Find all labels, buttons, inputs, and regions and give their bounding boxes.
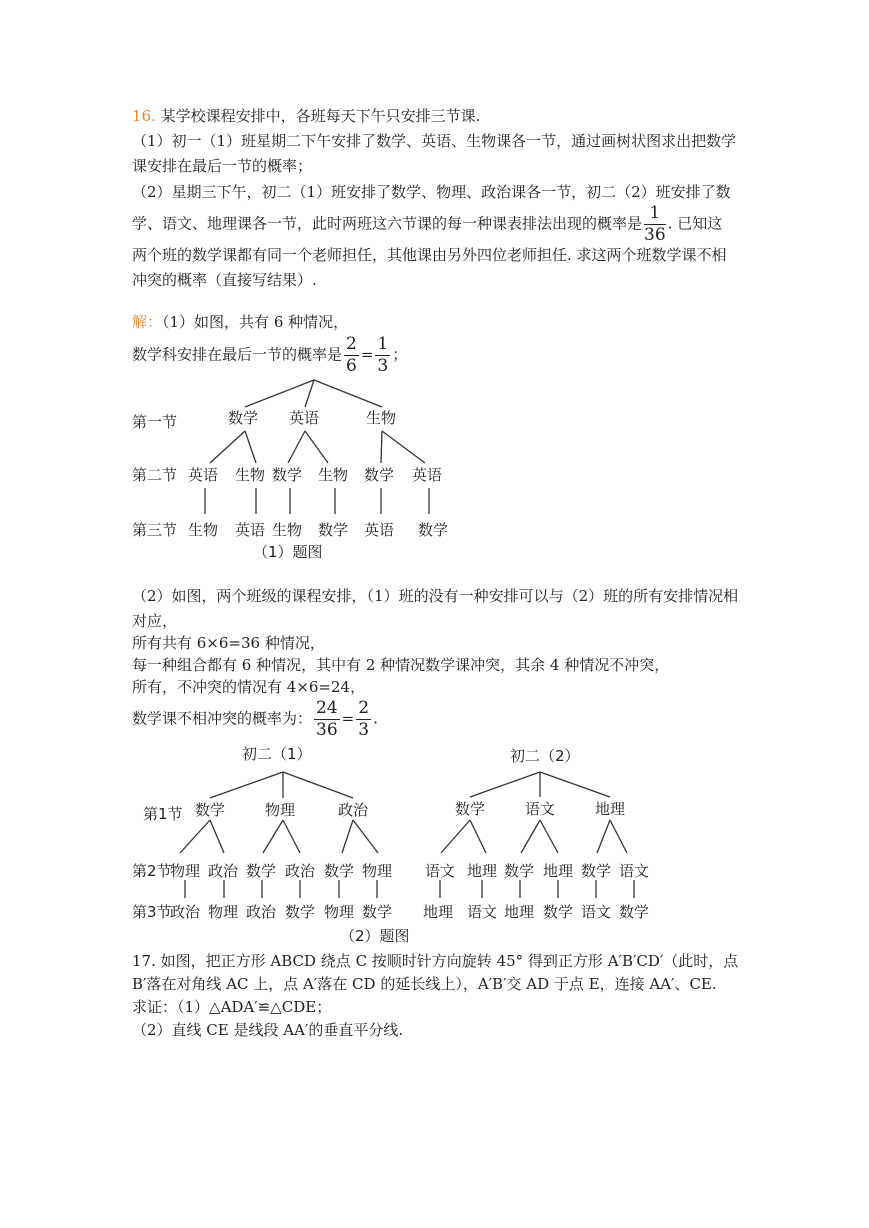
equals-sign: = xyxy=(360,345,374,364)
tree-2b-bottom-node: 语文 xyxy=(467,903,498,921)
solution-2-line-2: 对应， xyxy=(132,612,178,630)
tree-1-bottom-node: 生物 xyxy=(272,521,303,539)
fraction-denominator: 36 xyxy=(316,720,338,740)
tree-1-mid-node: 英语 xyxy=(412,466,443,484)
tree-2-caption: （2）题图 xyxy=(340,927,410,945)
tree-2a-bottom-node: 政治 xyxy=(246,903,277,921)
row-label-1: 第1节 xyxy=(143,805,183,823)
fraction-denominator: 36 xyxy=(644,225,666,245)
tree-1-top-node: 生物 xyxy=(366,409,397,427)
tree-2b-mid-node: 地理 xyxy=(467,862,498,880)
tree-2a-mid-node: 数学 xyxy=(324,862,355,880)
tree-2a-mid-node: 物理 xyxy=(362,862,393,880)
tree-1-mid-node: 数学 xyxy=(272,466,303,484)
solution-2-line-3: 所有共有 6×6=36 种情况， xyxy=(132,634,325,652)
equals-sign: = xyxy=(341,709,355,728)
tree-1-mid-node: 数学 xyxy=(364,466,395,484)
q17-line-3: 求证：（1）△ADA′≌△CDE； xyxy=(132,998,332,1016)
tree-1-mid-node: 英语 xyxy=(188,466,219,484)
q16-line-7: 冲突的概率（直接写结果）. xyxy=(132,271,317,289)
solution-1-text-1: （1）如图，共有 6 种情况， xyxy=(162,313,349,331)
tree-1-bottom-node: 生物 xyxy=(188,521,219,539)
tree-1-bottom-node: 英语 xyxy=(235,521,266,539)
tree-2b-bottom-node: 地理 xyxy=(504,903,535,921)
solution-2-line-5: 所有，不冲突的情况有 4×6=24， xyxy=(132,678,366,696)
fraction-denominator: 3 xyxy=(358,720,370,740)
tree-1-mid-node: 生物 xyxy=(318,466,349,484)
tree-2a-mid-node: 政治 xyxy=(285,862,316,880)
tree-2a-mid-node: 数学 xyxy=(246,862,277,880)
solution-2-line-1: （2）如图，两个班级的课程安排，（1）班的没有一种安排可以与（2）班的所有安排情况相 xyxy=(132,587,739,605)
fraction-denominator: 6 xyxy=(346,356,357,376)
solution-label: 解： xyxy=(132,313,163,331)
tree-2b-top-node: 地理 xyxy=(595,800,626,818)
row-label-2: 第二节 xyxy=(132,466,178,484)
q17-line-4: （2）直线 CE 是线段 AA′的垂直平分线. xyxy=(132,1021,404,1039)
fraction-numerator: 1 xyxy=(644,205,666,225)
tree-1-top-node: 英语 xyxy=(289,409,320,427)
tree-2b-bottom-node: 数学 xyxy=(543,903,574,921)
tree-2a-mid-node: 政治 xyxy=(208,862,239,880)
solution-2-end: . xyxy=(373,709,378,728)
row-label-3: 第3节 xyxy=(132,903,172,921)
q16-text-5a: 学、语文、地理课各一节，此时两班这六节课的每一种课表排法出现的概率是 xyxy=(132,214,643,233)
q17-line-1: 17. 如图，把正方形 ABCD 绕点 C 按顺时针方向旋转 45° 得到正方形 A′B′CD′（此时，点 xyxy=(132,952,739,970)
tree-1-bottom-node: 英语 xyxy=(364,521,395,539)
fraction-denominator: 3 xyxy=(377,356,389,376)
q17-line-2: B′落在对角线 AC 上，点 A′落在 CD 的延长线上），A′B′交 AD 于点 E，连接 AA′、CE. xyxy=(132,975,717,993)
question-number: 16. xyxy=(132,107,156,125)
q16-line-3: 课安排在最后一节的概率； xyxy=(132,157,313,175)
tree-2b-top-node: 数学 xyxy=(455,800,486,818)
tree-1-caption: （1）题图 xyxy=(253,543,323,561)
tree-1-top-node: 数学 xyxy=(228,409,259,427)
tree-2a-bottom-node: 数学 xyxy=(285,903,316,921)
tree-2b-top-node: 语文 xyxy=(525,800,556,818)
tree-2b-bottom-node: 语文 xyxy=(581,903,612,921)
tree-1-bottom-node: 数学 xyxy=(418,521,449,539)
fraction-numerator: 2 xyxy=(358,698,370,718)
tree-2a-top-node: 政治 xyxy=(338,801,369,819)
q16-text-5b: . 已知这 xyxy=(667,214,723,233)
tree-2b-mid-node: 语文 xyxy=(425,862,456,880)
tree-2a-bottom-node: 物理 xyxy=(208,903,239,921)
q16-line-6: 两个班的数学课都有同一个老师担任，其他课由另外四位老师担任. 求这两个班数学课不相 xyxy=(132,246,727,264)
solution-2-line-4: 每一种组合都有 6 种情况，其中有 2 种情况数学课冲突，其余 4 种情况不冲突， xyxy=(132,656,670,674)
tree-2b-mid-node: 数学 xyxy=(504,862,535,880)
tree-2b-mid-node: 数学 xyxy=(581,862,612,880)
tree-2a-bottom-node: 物理 xyxy=(324,903,355,921)
solution-1-end: ； xyxy=(392,345,408,364)
class-a-title: 初二（1） xyxy=(242,745,312,763)
tree-1-bottom-node: 数学 xyxy=(318,521,349,539)
tree-2a-top-node: 数学 xyxy=(195,801,226,819)
tree-2b-bottom-node: 地理 xyxy=(423,903,454,921)
tree-2b-bottom-node: 数学 xyxy=(619,903,650,921)
row-label-2: 第2节 xyxy=(132,862,172,880)
solution-2-text-6: 数学课不相冲突的概率为： xyxy=(132,709,313,728)
fraction-numerator: 1 xyxy=(377,334,389,354)
fraction-numerator: 2 xyxy=(346,334,357,354)
fraction-numerator: 24 xyxy=(316,698,338,718)
tree-1-mid-node: 生物 xyxy=(235,466,266,484)
tree-2b-mid-node: 地理 xyxy=(543,862,574,880)
tree-2a-bottom-node: 数学 xyxy=(362,903,393,921)
solution-1-text-2: 数学科安排在最后一节的概率是 xyxy=(132,345,343,364)
tree-2b-mid-node: 语文 xyxy=(619,862,650,880)
tree-2a-mid-node: 物理 xyxy=(170,862,201,880)
tree-2a-bottom-node: 政治 xyxy=(170,903,201,921)
row-label-3: 第三节 xyxy=(132,521,178,539)
q16-line-4: （2）星期三下午，初二（1）班安排了数学、物理、政治课各一节，初二（2）班安排了数 xyxy=(132,183,731,201)
row-label-1: 第一节 xyxy=(132,413,178,431)
tree-2a-top-node: 物理 xyxy=(265,801,296,819)
q16-text-1: 某学校课程安排中，各班每天下午只安排三节课. xyxy=(160,107,481,125)
q16-line-2: （1）初一（1）班星期二下午安排了数学、英语、生物课各一节，通过画树状图求出把数学 xyxy=(132,132,737,150)
class-b-title: 初二（2） xyxy=(510,747,580,765)
